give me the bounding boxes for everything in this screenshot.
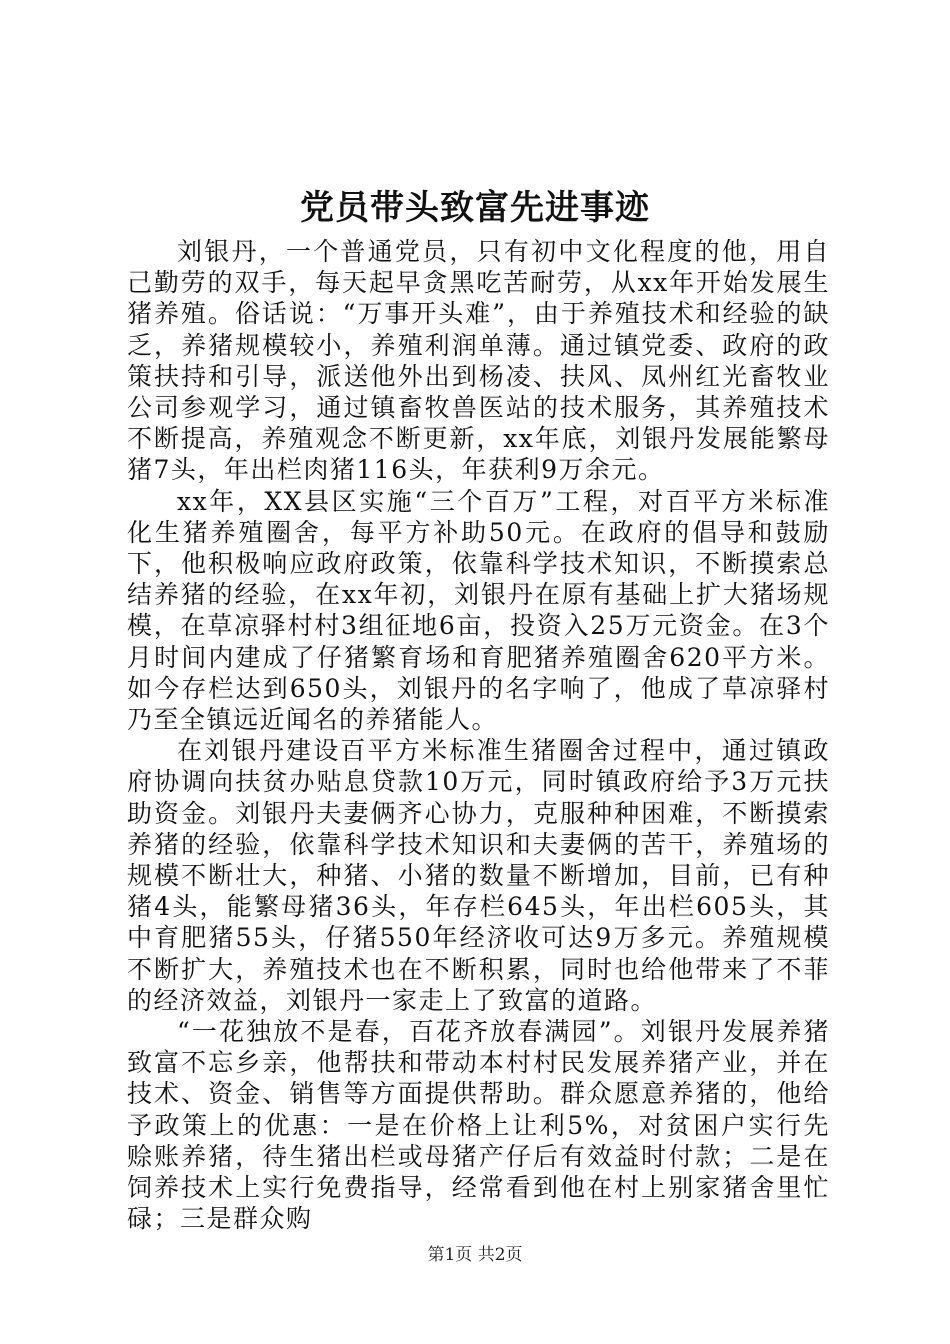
page-footer [0,1243,950,1267]
document-body [127,236,830,1235]
paragraph: 刘银丹，一个普通党员，只有初中文化程度的他，用自己勤劳的双手，每天起早贪黑吃苦耐劳，从xx年开始发展生猪养殖。俗话说：“万事开头难”，由于养殖技术和经验的缺乏，养猪规模较小，养殖利润单薄。通过镇党委、政府的政策扶持和引导，派送他外出到杨凌、扶风、凤州红光畜牧业公司参观学习，通过镇畜牧兽医站的技术服务，其养殖技术不断提高，养殖观念不断更新，xx年底，刘银丹发展能繁母猪7头，年出栏肉猪116头，年获利9万余元。 [127,237,830,485]
page-total: 共2页 [477,1245,523,1265]
paragraph: 在刘银丹建设百平方米标准生猪圈舍过程中，通过镇政府协调向扶贫办贴息贷款10万元，同时镇政府给予3万元扶助资金。刘银丹夫妻俩齐心协力，克服种种困难，不断摸索养猪的经验，依靠科学技术知识和夫妻俩的苦干，养殖场的规模不断壮大，种猪、小猪的数量不断增加，目前，已有种猪4头，能繁母猪36头，年存栏645头，年出栏605头，其中育肥猪55头，仔猪550年经济收可达9万多元。养殖规模不断扩大，养殖技术也在不断积累，同时也给他带来了不菲的经济效益，刘银丹一家走上了致富的道路。 [127,736,830,1015]
document-title: 党员带头致富先进事迹 [300,188,650,228]
page-number: 第1页 [427,1245,473,1265]
paragraph: “一花独放不是春，百花齐放春满园”。刘银丹发展养猪致富不忘乡亲，他帮扶和带动本村村民发展养猪产业，并在技术、资金、销售等方面提供帮助。群众愿意养猪的，他给予政策上的优惠：一是在价格上让利5%，对贫困户实行先赊账养猪，待生猪出栏或母猪产仔后有效益时付款；二是在饲养技术上实行免费指导，经常看到他在村上别家猪舍里忙碌；三是群众购 [127,1017,830,1234]
paragraph: xx年，XX县区实施“三个百万”工程，对百平方米标准化生猪养殖圈舍，每平方补助50元。在政府的倡导和鼓励下，他积极响应政府政策，依靠科学技术知识，不断摸索总结养猪的经验，在xx年初，刘银丹在原有基础上扩大猪场规模，在草凉驿村村3组征地6亩，投资入25万元资金。在3个月时间内建成了仔猪繁育场和育肥猪养殖圈舍620平方米。如今存栏达到650头，刘银丹的名字响了，他成了草凉驿村乃至全镇远近闻名的养猪能人。 [127,486,830,735]
